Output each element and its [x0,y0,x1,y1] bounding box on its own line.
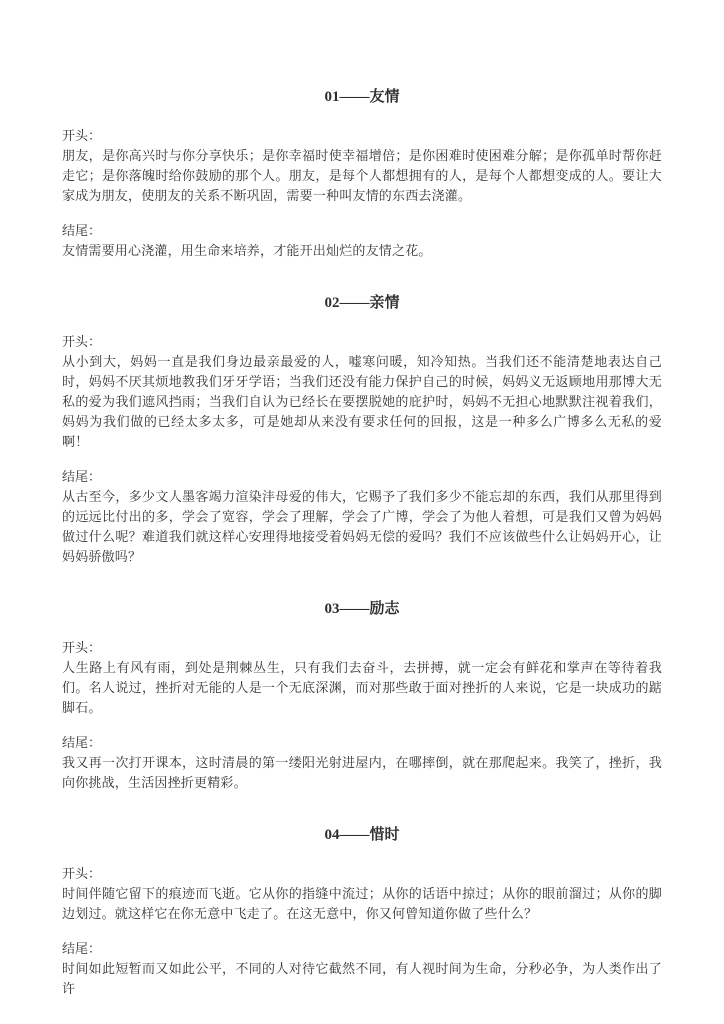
opening-paragraph: 时间伴随它留下的痕迹而飞逝。它从你的指缝中流过；从你的话语中掠过；从你的眼前溜过；从你的脚边划过。就这样它在你无意中飞走了。在这无意中，你又何曾知道你做了些什么？ [62,886,662,921]
closing-label: 结尾： [62,223,102,238]
section-inspiration [62,600,662,793]
closing-paragraph: 我又再一次打开课本，这时清晨的第一缕阳光射进屋内，在哪摔倒，就在那爬起来。我笑了，挫折，我向你挑战，生活因挫折更精彩。 [62,755,662,790]
opening-label: 开头： [62,866,102,881]
closing-block [62,467,662,567]
section-family [62,294,662,567]
opening-label: 开头： [62,640,102,655]
closing-paragraph: 从古至今，多少文人墨客竭力渲染沣母爱的伟大，它赐予了我们多少不能忘却的东西，我们从那里得到的远远比付出的多，学会了宽容，学会了理解，学会了广博，学会了为他人着想，可是我们又曾为妈妈做过什么呢？难道我们就这样心安理得地接受着妈妈无偿的爱吗？我们不应该做些什么让妈妈开心，让妈妈骄傲吗？ [62,489,662,564]
section-title: 02——亲情 [324,295,400,311]
opening-paragraph: 人生路上有风有雨，到处是荆棘丛生，只有我们去奋斗，去拼搏，就一定会有鲜花和掌声在等待着我们。名人说过，挫折对无能的人是一个无底深渊，而对那些敢于面对挫折的人来说，它是一块成功的踮脚石。 [62,660,662,715]
closing-paragraph: 时间如此短暂而又如此公平，不同的人对待它截然不同，有人视时间为生命，分秒必争，为人类作出了许 [62,961,662,996]
opening-paragraph: 从小到大，妈妈一直是我们身边最亲最爱的人，嘘寒问暖，知冷知热。当我们还不能清楚地表达自己时，妈妈不厌其烦地教我们牙牙学语；当我们还没有能力保护自己的时候，妈妈义无返顾地用那博大无私的爱为我们遮风挡雨；当我们自认为已经长在要摆脱她的庇护时，妈妈不无担心地默默注视着我们，妈妈为我们做的已经太多太多，可是她却从来没有要求任何的回报，这是一种多么广博多么无私的爱啊！ [62,354,662,449]
opening-label: 开头： [62,334,102,349]
closing-label: 结尾： [62,941,102,956]
closing-block [62,939,662,999]
closing-label: 结尾： [62,735,102,750]
section-title: 01——友情 [324,89,400,105]
section-friendship [62,88,662,261]
opening-paragraph: 朋友，是你高兴时与你分享快乐；是你幸福时使幸福增倍；是你困难时使困难分解；是你孤单时帮你赶走它；是你落魄时给你鼓励的那个人。朋友，是每个人都想拥有的人，是每个人都想变成的人。要让大家成为朋友，使朋友的关系不断巩固，需要一种叫友情的东西去浇灌。 [62,148,662,203]
closing-paragraph: 友情需要用心浇灌，用生命来培养，才能开出灿烂的友情之花。 [62,243,432,258]
closing-label: 结尾： [62,469,102,484]
section-cherish-time [62,826,662,999]
section-title: 04——惜时 [324,827,400,843]
closing-block [62,733,662,793]
closing-block [62,221,662,261]
opening-label: 开头： [62,128,102,143]
section-title: 03——励志 [324,601,400,617]
